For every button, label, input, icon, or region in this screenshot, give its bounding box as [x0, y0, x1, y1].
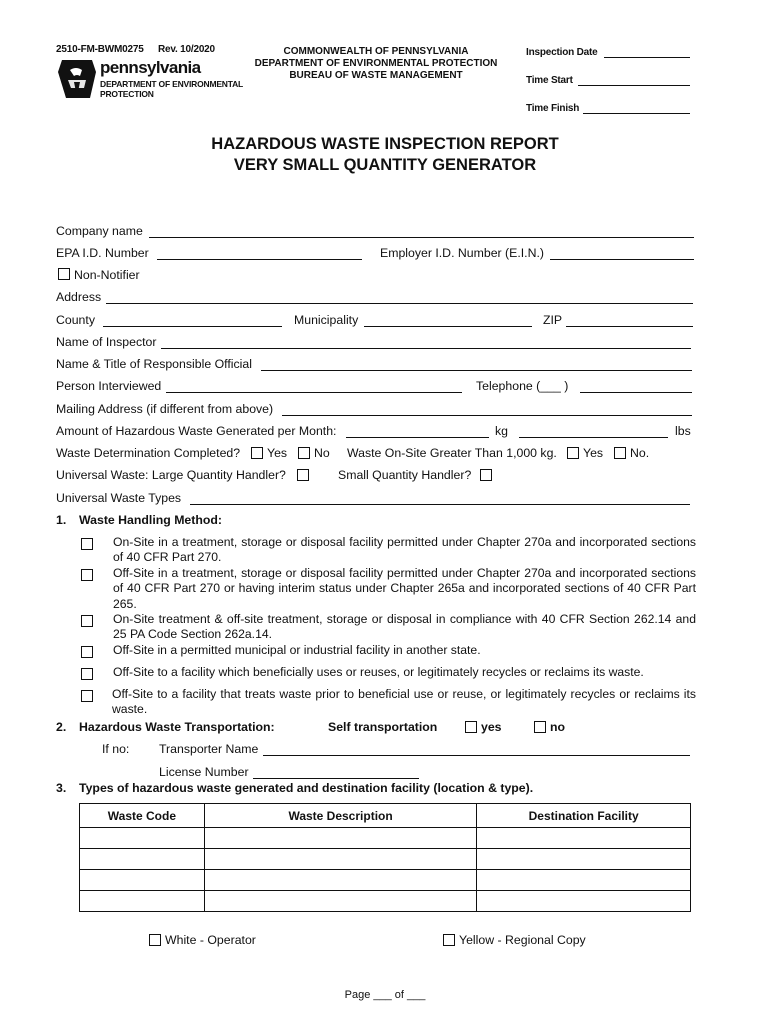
- municipality-field[interactable]: [364, 326, 532, 327]
- mailing-address-field[interactable]: [282, 415, 692, 416]
- section-3-heading: Types of hazardous waste generated and destination facility (location & type).: [79, 781, 534, 795]
- table-row: [80, 891, 691, 912]
- if-no-label: If no:: [102, 742, 130, 756]
- license-number-field[interactable]: [253, 778, 419, 779]
- small-handler-label: Small Quantity Handler?: [338, 468, 472, 482]
- column-header-waste-description: Waste Description: [204, 804, 477, 828]
- telephone-field[interactable]: [580, 392, 692, 393]
- person-interviewed-field[interactable]: [166, 392, 462, 393]
- universal-types-field[interactable]: [190, 504, 690, 505]
- non-notifier-label: Non-Notifier: [74, 268, 140, 282]
- municipality-label: Municipality: [294, 313, 359, 327]
- company-name-field[interactable]: [149, 237, 694, 238]
- address-field[interactable]: [106, 303, 693, 304]
- responsible-official-field[interactable]: [261, 370, 692, 371]
- kg-label: kg: [495, 424, 508, 438]
- waste-amount-lbs-field[interactable]: [519, 437, 668, 438]
- handling-option-5-checkbox[interactable]: [81, 668, 93, 680]
- employer-id-field[interactable]: [550, 259, 694, 260]
- handling-option-3-checkbox[interactable]: [81, 615, 93, 627]
- section-2-number: 2.: [56, 720, 67, 734]
- table-header-row: [80, 804, 691, 828]
- county-label: County: [56, 313, 95, 327]
- handling-option-1-checkbox[interactable]: [81, 538, 93, 550]
- column-header-destination-facility: Destination Facility: [477, 804, 691, 828]
- address-label: Address: [56, 290, 102, 304]
- section-2-heading: Hazardous Waste Transportation:: [79, 720, 275, 734]
- employer-id-label: Employer I.D. Number (E.I.N.): [380, 246, 544, 260]
- waste-determination-no-label: No: [314, 446, 330, 460]
- transporter-name-label: Transporter Name: [159, 742, 259, 756]
- section-1-number: 1.: [56, 513, 67, 527]
- waste-code-cell[interactable]: [80, 891, 205, 912]
- waste-determination-no-checkbox[interactable]: [298, 447, 310, 459]
- logo-wordmark: pennsylvania: [100, 58, 201, 77]
- universal-large-checkbox[interactable]: [297, 469, 309, 481]
- handling-option-2-checkbox[interactable]: [81, 569, 93, 581]
- waste-description-cell[interactable]: [204, 849, 477, 870]
- small-handler-checkbox[interactable]: [480, 469, 492, 481]
- destination-facility-cell[interactable]: [477, 849, 691, 870]
- section-1-heading: Waste Handling Method:: [79, 513, 222, 527]
- time-start-field[interactable]: [578, 85, 690, 86]
- inspection-date-field[interactable]: [604, 57, 690, 58]
- waste-description-cell[interactable]: [204, 828, 477, 849]
- waste-amount-kg-field[interactable]: [346, 437, 489, 438]
- logo-subtitle-2: PROTECTION: [100, 89, 154, 99]
- report-subtitle: VERY SMALL QUANTITY GENERATOR: [233, 156, 537, 174]
- table-row: [80, 828, 691, 849]
- table-row: [80, 849, 691, 870]
- handling-option-4-checkbox[interactable]: [81, 646, 93, 658]
- lbs-label: lbs: [675, 424, 691, 438]
- report-title: HAZARDOUS WASTE INSPECTION REPORT: [211, 135, 559, 153]
- handling-option-2-text: Off-Site in a treatment, storage or disposal facility permitted under Chapter 270a and incorporated sections of 40 CFR Part 270 or having interim status under Chapter 265a and incorporated sections of 40 CFR Part 265.: [113, 566, 696, 611]
- onsite-greater-no-checkbox[interactable]: [614, 447, 626, 459]
- waste-code-cell[interactable]: [80, 849, 205, 870]
- waste-code-cell[interactable]: [80, 828, 205, 849]
- telephone-label: Telephone (___ ): [476, 379, 569, 393]
- universal-large-label: Universal Waste: Large Quantity Handler?: [56, 468, 286, 482]
- waste-code-cell[interactable]: [80, 870, 205, 891]
- time-finish-field[interactable]: [583, 113, 690, 114]
- waste-amount-label: Amount of Hazardous Waste Generated per Month:: [56, 424, 337, 438]
- inspector-label: Name of Inspector: [56, 335, 157, 349]
- waste-types-table: [79, 803, 691, 912]
- responsible-official-label: Name & Title of Responsible Official: [56, 357, 252, 371]
- handling-option-6-text: Off-Site to a facility that treats waste prior to beneficial use or reuse, or legitimately recycles or reclaims its waste.: [112, 687, 696, 717]
- form-revision: Rev. 10/2020: [158, 44, 215, 55]
- self-transport-yes-label: yes: [481, 720, 502, 734]
- self-transport-label: Self transportation: [328, 720, 438, 734]
- self-transport-yes-checkbox[interactable]: [465, 721, 477, 733]
- agency-line-3: BUREAU OF WASTE MANAGEMENT: [289, 70, 463, 81]
- universal-types-label: Universal Waste Types: [56, 491, 182, 505]
- epa-id-field[interactable]: [157, 259, 362, 260]
- copy-yellow-label: Yellow - Regional Copy: [459, 933, 586, 947]
- waste-determination-yes-checkbox[interactable]: [251, 447, 263, 459]
- agency-line-2: DEPARTMENT OF ENVIRONMENTAL PROTECTION: [254, 58, 498, 69]
- onsite-greater-label: Waste On-Site Greater Than 1,000 kg.: [347, 446, 557, 460]
- logo-subtitle-1: DEPARTMENT OF ENVIRONMENTAL: [100, 79, 244, 89]
- handling-option-4-text: Off-Site in a permitted municipal or industrial facility in another state.: [113, 643, 481, 657]
- handling-option-3-text: On-Site treatment & off-site treatment, storage or disposal in compliance with 40 CFR Section 262.14 and 25 PA Code Section 262a.14.: [113, 612, 696, 642]
- destination-facility-cell[interactable]: [477, 870, 691, 891]
- license-number-label: License Number: [159, 765, 249, 779]
- mailing-address-label: Mailing Address (if different from above): [56, 402, 274, 416]
- transporter-name-field[interactable]: [263, 755, 690, 756]
- non-notifier-checkbox[interactable]: [58, 268, 70, 280]
- destination-facility-cell[interactable]: [477, 891, 691, 912]
- copy-white-label: White - Operator: [165, 933, 256, 947]
- table-row: [80, 870, 691, 891]
- waste-description-cell[interactable]: [204, 870, 477, 891]
- zip-field[interactable]: [566, 326, 693, 327]
- agency-line-1: COMMONWEALTH OF PENNSYLVANIA: [283, 46, 469, 57]
- waste-description-cell[interactable]: [204, 891, 477, 912]
- self-transport-no-label: no: [550, 720, 566, 734]
- company-name-label: Company name: [56, 224, 143, 238]
- onsite-greater-no-label: No.: [630, 446, 650, 460]
- time-finish-label: Time Finish: [526, 103, 580, 114]
- zip-label: ZIP: [543, 313, 563, 327]
- handling-option-5-text: Off-Site to a facility which beneficially uses or reuses, or legitimately recycles or reclaims its waste.: [113, 665, 644, 679]
- section-3-number: 3.: [56, 781, 67, 795]
- self-transport-no-checkbox[interactable]: [534, 721, 546, 733]
- keystone-logo-icon: [56, 58, 98, 100]
- handling-option-1-text: On-Site in a treatment, storage or disposal facility permitted under Chapter 270a and incorporated sections of 40 CFR Part 270.: [113, 535, 696, 565]
- time-start-label: Time Start: [526, 75, 573, 86]
- waste-determination-label: Waste Determination Completed?: [56, 446, 241, 460]
- destination-facility-cell[interactable]: [477, 828, 691, 849]
- copy-white-checkbox[interactable]: [149, 934, 161, 946]
- county-field[interactable]: [103, 326, 282, 327]
- onsite-greater-yes-checkbox[interactable]: [567, 447, 579, 459]
- onsite-greater-yes-label: Yes: [583, 446, 604, 460]
- form-number: 2510-FM-BWM0275: [56, 44, 144, 55]
- inspector-field[interactable]: [161, 348, 691, 349]
- person-interviewed-label: Person Interviewed: [56, 379, 162, 393]
- waste-determination-yes-label: Yes: [267, 446, 288, 460]
- copy-yellow-checkbox[interactable]: [443, 934, 455, 946]
- column-header-waste-code: Waste Code: [80, 804, 205, 828]
- epa-id-label: EPA I.D. Number: [56, 246, 149, 260]
- page-number: Page ___ of ___: [344, 989, 426, 1001]
- handling-option-6-checkbox[interactable]: [81, 690, 93, 702]
- inspection-date-label: Inspection Date: [526, 47, 598, 58]
